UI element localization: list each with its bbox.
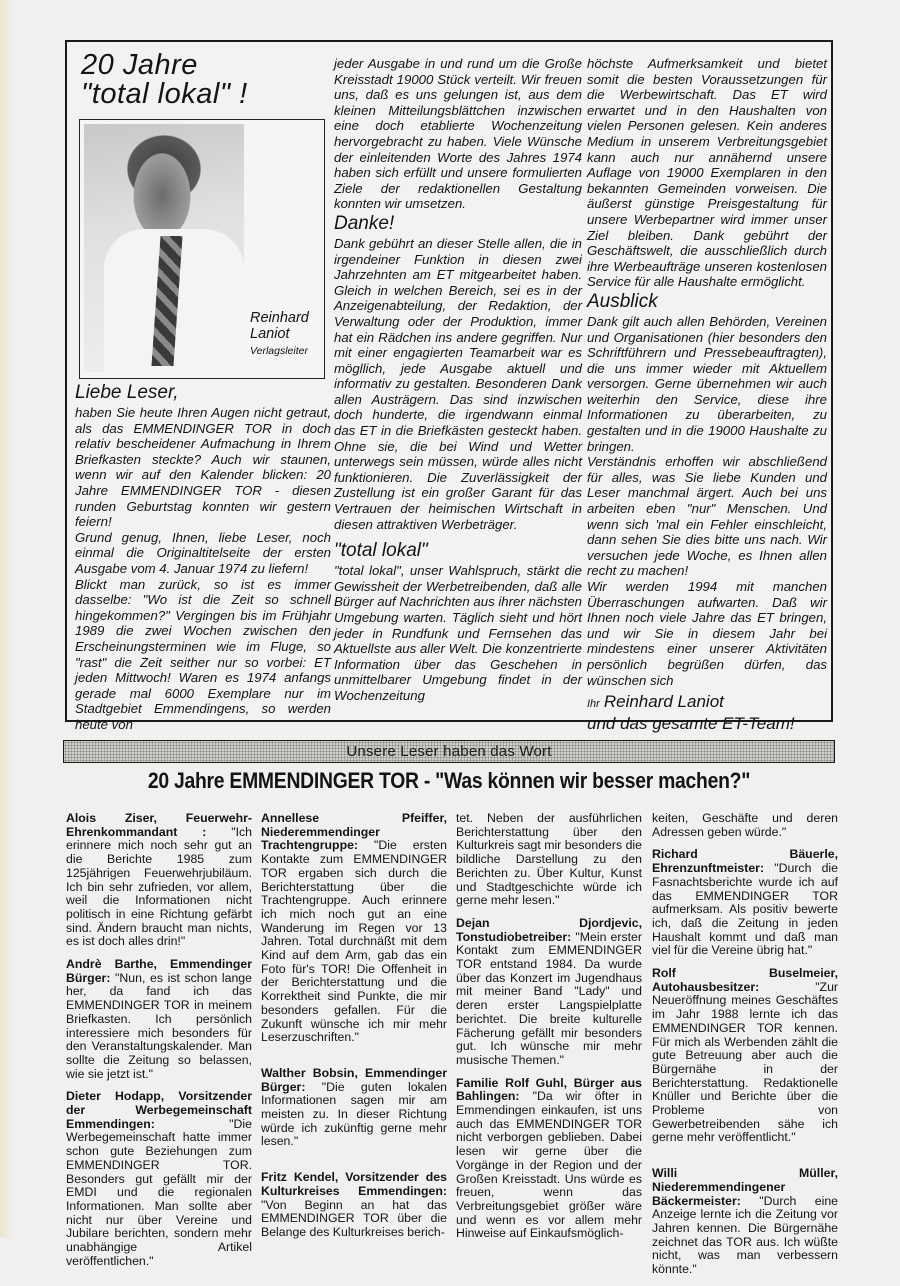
body-paragraph: Verständnis erhoffen wir abschließend für alles, was Sie liebe Kunden und Leser manchmal ärgert. Auch bei uns arbeiten eben "nur" Menschen. Und wenn sich 'mal ein Fehler einschleicht, dann sehen Sie dies bitte uns nach. Wir versuchen jede Woche, es Ihnen allen recht zu machen! <box>587 454 827 579</box>
body-paragraph: höchste Aufmerksamkeit und bietet somit die besten Voraussetzungen für die Werbewirtschaft. Das ET wird erwartet und in den Haushalten von vielen Personen gelesen. Kein anderes Medium in unserem Verbreitungsgebiet kann auch nur annähernd unsere Auflage von 19000 Exemplaren in den bekannten Gemeinden vorweisen. Die äußerst günstige Preisgestaltung für unsere Werbepartner wird immer unser Ziel bleiben. Dank gebührt der Geschäftswelt, die ausschließlich durch ihre Werbeaufträge unseren kostenlosen Service für alle Haushalte ermöglicht. <box>587 56 827 290</box>
letter-text: "Nun, es ist schon lange her, da fand ich das EMMENDINGER TOR in meinem Briefkasten. Ich persönlich interessiere mich besonders für den Veranstaltungskalender. Man sollte die Zeitung so belassen, wie sie jetzt ist." <box>66 970 252 1081</box>
body-paragraph: Dank gilt auch allen Behörden, Vereinen und Organisationen (hier besonders den Schriftführern und Pressebeauftragten), die uns immer wieder mit Aktuellem versorgen. Gerne übernehmen wir auch weiterhin den Service, diese ihre Informationen zu überarbeiten, zu gestalten und in die 19000 Haushalte zu bringen. <box>587 313 827 454</box>
reader-letter <box>261 1171 447 1240</box>
reader-letter <box>66 812 252 949</box>
reader-letter <box>652 1167 838 1277</box>
editorial-box <box>65 40 833 734</box>
letter-author: Fritz Kendel, Vorsitzender des Kulturkreises Emmendingen: <box>261 1170 447 1198</box>
ausblick-heading: Ausblick <box>587 290 658 312</box>
body-paragraph: jeder Ausgabe in und rund um die Große Kreisstadt 19000 Stück verteilt. Wir freuen uns, daß es uns gelungen ist, aus dem kleinen Mitteilungsblättchen inzwischen eine doch etablierte Wochenzeitung hervorgebracht zu haben. Viele Wünsche der einleitenden Worte des Jahres 1974 haben sich erfüllt und unsere formulierten Ziele der redaktionellen Gestaltung konnten wir umsetzen. <box>334 56 582 212</box>
headline-line-1: 20 Jahre <box>81 49 198 81</box>
letter-text: "Zur Neueröffnung meines Geschäftes im Jahr 1988 lernte ich das EMMENDINGER TOR kennen. Für mich als Werbenden zählt die gute Betreuung aber auch die Bürgernähe in der Berichterstattung. Redaktionelle Knüller und Berichte über die Probleme von Gewerbetreibenden sähe ich gerne mehr veröffentlicht." <box>652 979 838 1145</box>
danke-heading: Danke! <box>334 212 395 234</box>
letter-author: Annellese Pfeiffer, Niederemmendinger Trachtengruppe: <box>261 811 447 853</box>
headline-line-2: "total lokal" ! <box>81 78 248 110</box>
reader-letter <box>66 1090 252 1268</box>
editorial-column-3 <box>587 56 827 733</box>
editorial-column-2 <box>334 56 582 704</box>
letter-author: Dejan Djordjevic, Tonstudiobetreiber: <box>456 915 642 944</box>
section-banner <box>63 740 835 763</box>
photo-caption <box>250 310 324 358</box>
letter-author: Alois Ziser, Feuerwehr-Ehrenkommandant : <box>66 811 252 839</box>
reader-letter <box>456 917 642 1068</box>
body-paragraph: "total lokal", unser Wahlspruch, stärkt die Gewissheit der Werbetreibenden, daß alle Bürger auf Nachrichten aus ihrer nächsten Umgebung warten. Täglich sieht und hört jeder in Rundfunk und Fernsehen das Aktuellste aus aller Welt. Die konzentrierte Information über das Geschehen in unmittelbarer Umgebung findet in der Wochenzeitung <box>334 563 582 703</box>
signoff-team: und das gesamte ET-Team! <box>587 714 795 734</box>
signoff-name: Reinhard Laniot <box>603 692 724 712</box>
letter-text: "Durch die Fasnachtsberichte wurde ich auf das EMMENDINGER TOR aufmerksam. Als positiv bewerte ich, daß die Zeitung in jeden Haushalt kommt und daß man viel für die Vereine übrig hat." <box>652 861 839 958</box>
reader-letter <box>652 967 838 1145</box>
letter-text: "Die Werbegemeinschaft hatte immer schon gute Beziehungen zum EMMENDINGER TOR. Besonders gut gefällt mir der EMDI und die regionalen Informationen. Man sollte aber nicht nur über Vereine und Jubilare berichten, sondern mehr unabhängige Artikel veröffentlichen." <box>66 1116 252 1268</box>
letter-author: Dieter Hodapp, Vorsitzender der Werbegemeinschaft Emmendingen: <box>66 1089 252 1131</box>
signoff <box>587 692 827 733</box>
letters-column-1 <box>66 812 252 1278</box>
letter-text: "Die guten lokalen Informationen sagen mir am meisten zu. In dieser Richtung würde ich zukünftig gerne mehr lesen." <box>261 1079 447 1149</box>
body-paragraph: Grund genug, Ihnen, liebe Leser, noch einmal die Originaltitelseite der ersten Ausgabe vom 4. Januar 1974 zu liefern! <box>75 529 331 576</box>
body-paragraph: Dank gebührt an dieser Stelle allen, die in irgendeiner Funktion in diesen zwei Jahrzehnten am ET mitgearbeitet haben. Gleich in welchen Bereich, sei es in der Anzeigenabteilung, der Redaktion, der Verwaltung oder der Produktion, immer hat ein Rädchen ins andere gegriffen. Nur mit einer engagierten Teamarbeit war es mögllich, jede Ausgabe aktuell und informativ zu gestalten. Besonderen Dank allen Austrägern. Das sind inzwischen doch hunderte, die irgendwann einmal das ET in die Briefkästen gesteckt haben. Ohne sie, die bei Wind und Wetter unterwegs sein müssen, würde alles nicht funktionieren. Die Zuverlässigkeit der Zustellung ist ein großer Garant für das Vertrauen der heimischen Wirtschaft in diesen attraktiven Werbeträger. <box>334 235 582 532</box>
letters-column-3 <box>456 812 642 1250</box>
letter-text: "Die ersten Kontakte zum EMMENDINGER TOR ergaben sich durch die Berichterstattung über die Trachtengruppe. Auch erinnere ich mich noch gut an eine Wanderung im Regen vor 13 Jahren. Total durchnäßt mit dem Kind auf dem Arm, gab das ein Foto für's TOR! Die Offenheit in der Berichterstattung und die Korrektheit sind Punkte, die mir besonders gefallen. Für die Zukunft wünsche ich mir mehr Leserzuschriften." <box>261 838 447 1045</box>
caption-name-line-2: Laniot <box>250 326 290 342</box>
reader-letter <box>261 1067 447 1149</box>
letter-text: "Durch eine Anzeige lernte ich die Zeitung vor Jahren kennen. Die Bürgernähe zeichnet das TOR aus. Ich wüßte nicht, was man verbessern könnte." <box>652 1193 838 1277</box>
author-photo <box>84 124 244 372</box>
letter-text: "Ich erinnere mich noch sehr gut an die Berichte 1985 zum 125jährigen Feuerwehrjubiläum. Ich bin sehr zufrieden, vor allem, weil die Informationen nicht politisch in eine Richtung gefärbt sind. Ändern braucht man nichts, es ist doch alles drin!" <box>66 824 252 949</box>
letter-author: Andrè Barthe, Emmendinger Bürger: <box>66 957 252 985</box>
body-paragraph: Blickt man zurück, so ist es immer dasselbe: "Wo ist die Zeit so schnell hingekommen?" Vergingen bis im Frühjahr 1989 die zwei Wochen zwischen den Erscheinungsterminen wie im Fluge, so "rast" die Zeit seither nur so vorbei: ET jeden Mittwoch! Waren es 1974 anfangs gerade mal 6000 Exemplare nur im Stadtgebiet Emmendingens, so werden heute von <box>75 576 331 732</box>
reader-letter <box>652 848 838 958</box>
letter-author: Walther Bobsin, Emmendinger Bürger: <box>261 1065 447 1094</box>
caption-name-line-1: Reinhard <box>250 310 309 326</box>
salutation: Liebe Leser, <box>75 382 179 403</box>
reader-letter <box>456 1077 642 1241</box>
body-paragraph: haben Sie heute Ihren Augen nicht getraut, als das EMMENDINGER TOR in doch relativ bescheidener Aufmachung in Ihrem Briefkasten steckte? Auch wir staunen, wenn wir auf den Kalender blicken: 20 Jahre EMMENDINGER TOR - diesen runden Geburtstag konnten wir gestern feiern! <box>75 405 331 530</box>
reader-letter <box>66 958 252 1081</box>
letter-text: "Mein erster Kontakt zum EMMENDINGER TOR entstand 1984. Da wurde über das Konzert im Jugendhaus mit meiner Band "Lady" und deren erster Langspielplatte berichtet. Die breite kulturelle Fächerung gefällt mir besonders gut. Ich wünsche mir mehr musische Themen." <box>456 929 642 1067</box>
letters-column-2 <box>261 812 447 1249</box>
editorial-column-1 <box>75 42 331 732</box>
page-edge <box>0 0 14 1237</box>
banner-label: Unsere Leser haben das Wort <box>346 743 552 760</box>
letter-text: "Von Beginn an hat das EMMENDINGER TOR über die Belange des Kulturkreises berich- <box>261 1197 447 1239</box>
letters-column-4 <box>652 812 838 1286</box>
reader-letter <box>261 812 447 1045</box>
letter-continuation: tet. Neben der ausführlichen Berichterstattung über den Kulturkreis sagt mir besonders die bildliche Darstellung zu den Berichten zu. Über Kultur, Kunst und Stadtgeschichte würde ich gerne mehr lesen." <box>456 811 642 908</box>
body-paragraph: Wir werden 1994 mit manchen Überraschungen aufwarten. Daß wir Ihnen noch viele Jahre das ET bringen, und wir Sie in diesem Jahr bei mindestens einer unserer Aktivitäten persönlich begrüßen dürfen, das wünschen sich <box>587 579 827 688</box>
letter-author: Richard Bäuerle, Ehrenzunftmeister: <box>652 847 838 876</box>
letter-author: Rolf Buselmeier, Autohausbesitzer: <box>652 966 838 994</box>
signoff-ihr: Ihr <box>587 698 600 711</box>
total-lokal-heading: "total lokal" <box>334 540 428 562</box>
letter-author: Familie Rolf Guhl, Bürger aus Bahlingen: <box>456 1075 642 1104</box>
caption-role: Verlagsleiter <box>250 345 308 357</box>
editorial-headline <box>81 51 331 109</box>
letter-continuation: keiten, Geschäfte und deren Adressen geben würde." <box>652 811 838 839</box>
letter-text: "Da wir öfter in Emmendingen einkaufen, ist uns auch das EMMENDINGER TOR nicht verborgen geblieben. Dabei lesen wir gerne über die Vorgänge in der Region und der Großen Kreisstadt. Uns würde es freuen, wenn das Verbreitungsgebiet größer wäre und wenn es vor allem mehr Hinweise auf Einkaufsmöglich- <box>456 1089 642 1241</box>
author-photo-frame <box>79 119 325 379</box>
letter-author: Willi Müller, Niederemmendingener Bäckermeister: <box>652 1166 838 1208</box>
section-title: 20 Jahre EMMENDINGER TOR - "Was können wir besser machen?" <box>147 768 751 793</box>
